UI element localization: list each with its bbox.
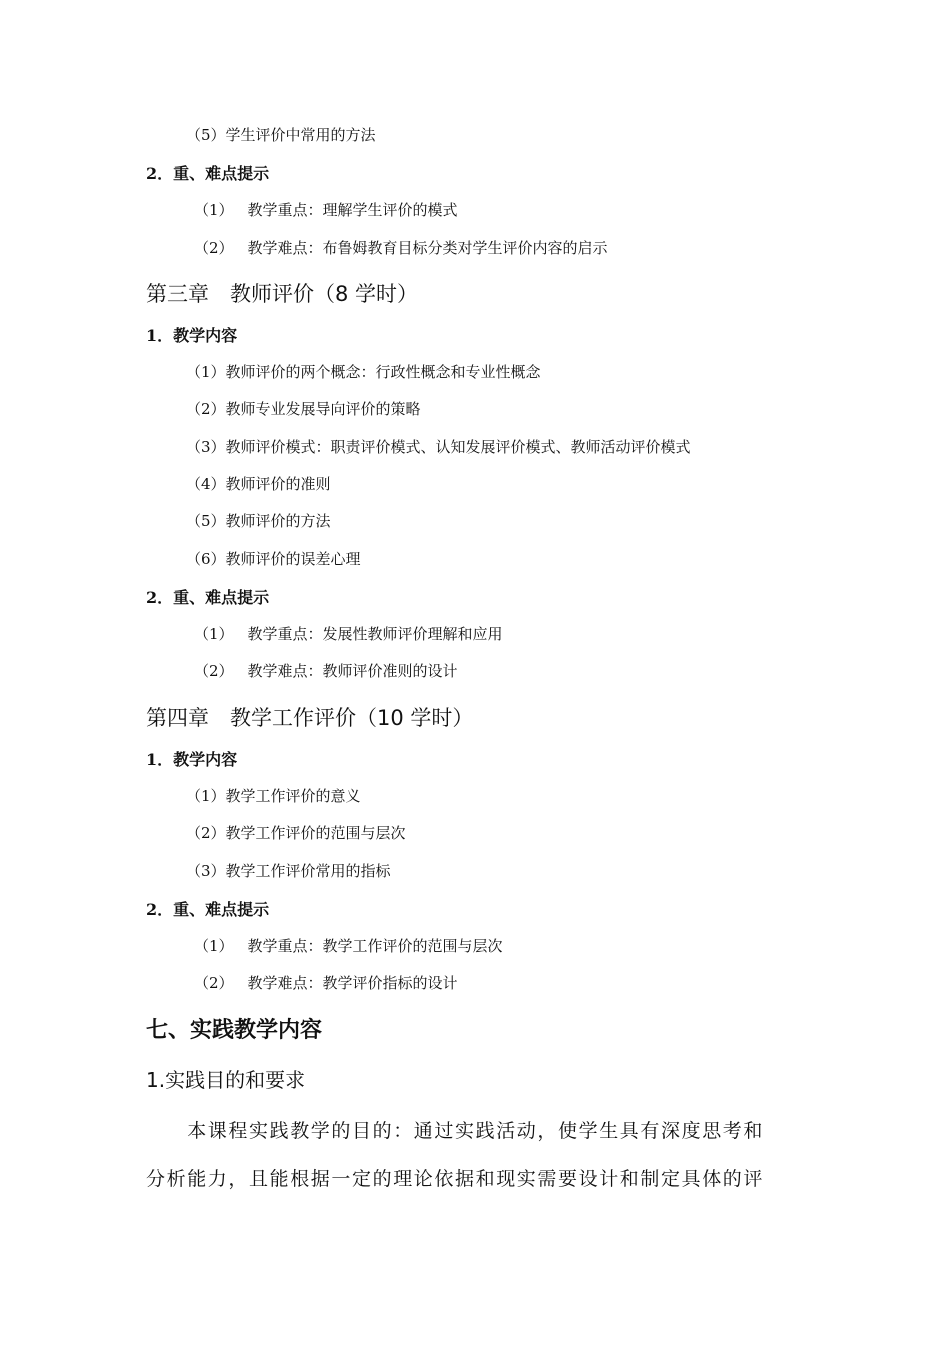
ch4-item-2: （2）教学工作评价的范围与层次: [186, 824, 406, 842]
ch2-key-point-1-number: （1）: [194, 201, 234, 219]
chapter-3-title: 第三章 教师评价（8 学时）: [146, 282, 419, 306]
ch2-key-points-heading: 2．重、难点提示: [146, 164, 270, 183]
ch4-key-point-1: [194, 935, 503, 956]
ch4-item-1: （1）教学工作评价的意义: [186, 787, 361, 805]
ch3-item-4: （4）教师评价的准则: [186, 475, 331, 493]
ch3-key-point-1-number: （1）: [194, 625, 234, 643]
ch3-content-heading: 1．教学内容: [146, 326, 238, 345]
section-7-title: 七、实践教学内容: [146, 1018, 323, 1043]
ch3-item-3: （3）教师评价模式：职责评价模式、认知发展评价模式、教师活动评价模式: [186, 438, 691, 456]
ch2-key-point-1: [194, 199, 458, 220]
ch3-key-points-heading: 2．重、难点提示: [146, 588, 270, 607]
section-7-paragraph-line-2: 分析能力，且能根据一定的理论依据和现实需要设计和制定具体的评: [146, 1168, 765, 1190]
ch4-content-heading: 1．教学内容: [146, 750, 238, 769]
ch2-item-5: （5）学生评价中常用的方法: [186, 126, 376, 144]
ch3-item-6: （6）教师评价的误差心理: [186, 550, 361, 568]
ch4-key-points-heading: 2．重、难点提示: [146, 900, 270, 919]
chapter-4-title: 第四章 教学工作评价（10 学时）: [146, 706, 474, 730]
ch3-item-1: （1）教师评价的两个概念：行政性概念和专业性概念: [186, 363, 541, 381]
ch3-key-point-2-text: 教学难点：教师评价准则的设计: [247, 662, 458, 680]
section-7-paragraph-line-1: 本课程实践教学的目的：通过实践活动，使学生具有深度思考和: [146, 1120, 765, 1142]
ch3-key-point-1-text: 教学重点：发展性教师评价理解和应用: [247, 625, 503, 643]
ch3-item-2: （2）教师专业发展导向评价的策略: [186, 400, 421, 418]
ch4-key-point-2-number: （2）: [194, 974, 234, 992]
ch2-key-point-2-text: 教学难点：布鲁姆教育目标分类对学生评价内容的启示: [247, 239, 608, 257]
ch4-key-point-2: [194, 972, 458, 993]
ch3-key-point-1: [194, 623, 503, 644]
ch2-key-point-2-number: （2）: [194, 239, 234, 257]
ch3-key-point-2-number: （2）: [194, 662, 234, 680]
section-7-subtitle: 1.实践目的和要求: [146, 1068, 306, 1092]
ch3-item-5: （5）教师评价的方法: [186, 512, 331, 530]
ch4-key-point-1-number: （1）: [194, 937, 234, 955]
ch4-item-3: （3）教学工作评价常用的指标: [186, 862, 391, 880]
ch2-key-point-1-text: 教学重点：理解学生评价的模式: [247, 201, 458, 219]
ch3-key-point-2: [194, 660, 458, 681]
ch4-key-point-1-text: 教学重点：教学工作评价的范围与层次: [247, 937, 503, 955]
ch4-key-point-2-text: 教学难点：教学评价指标的设计: [247, 974, 458, 992]
ch2-key-point-2: [194, 237, 608, 258]
